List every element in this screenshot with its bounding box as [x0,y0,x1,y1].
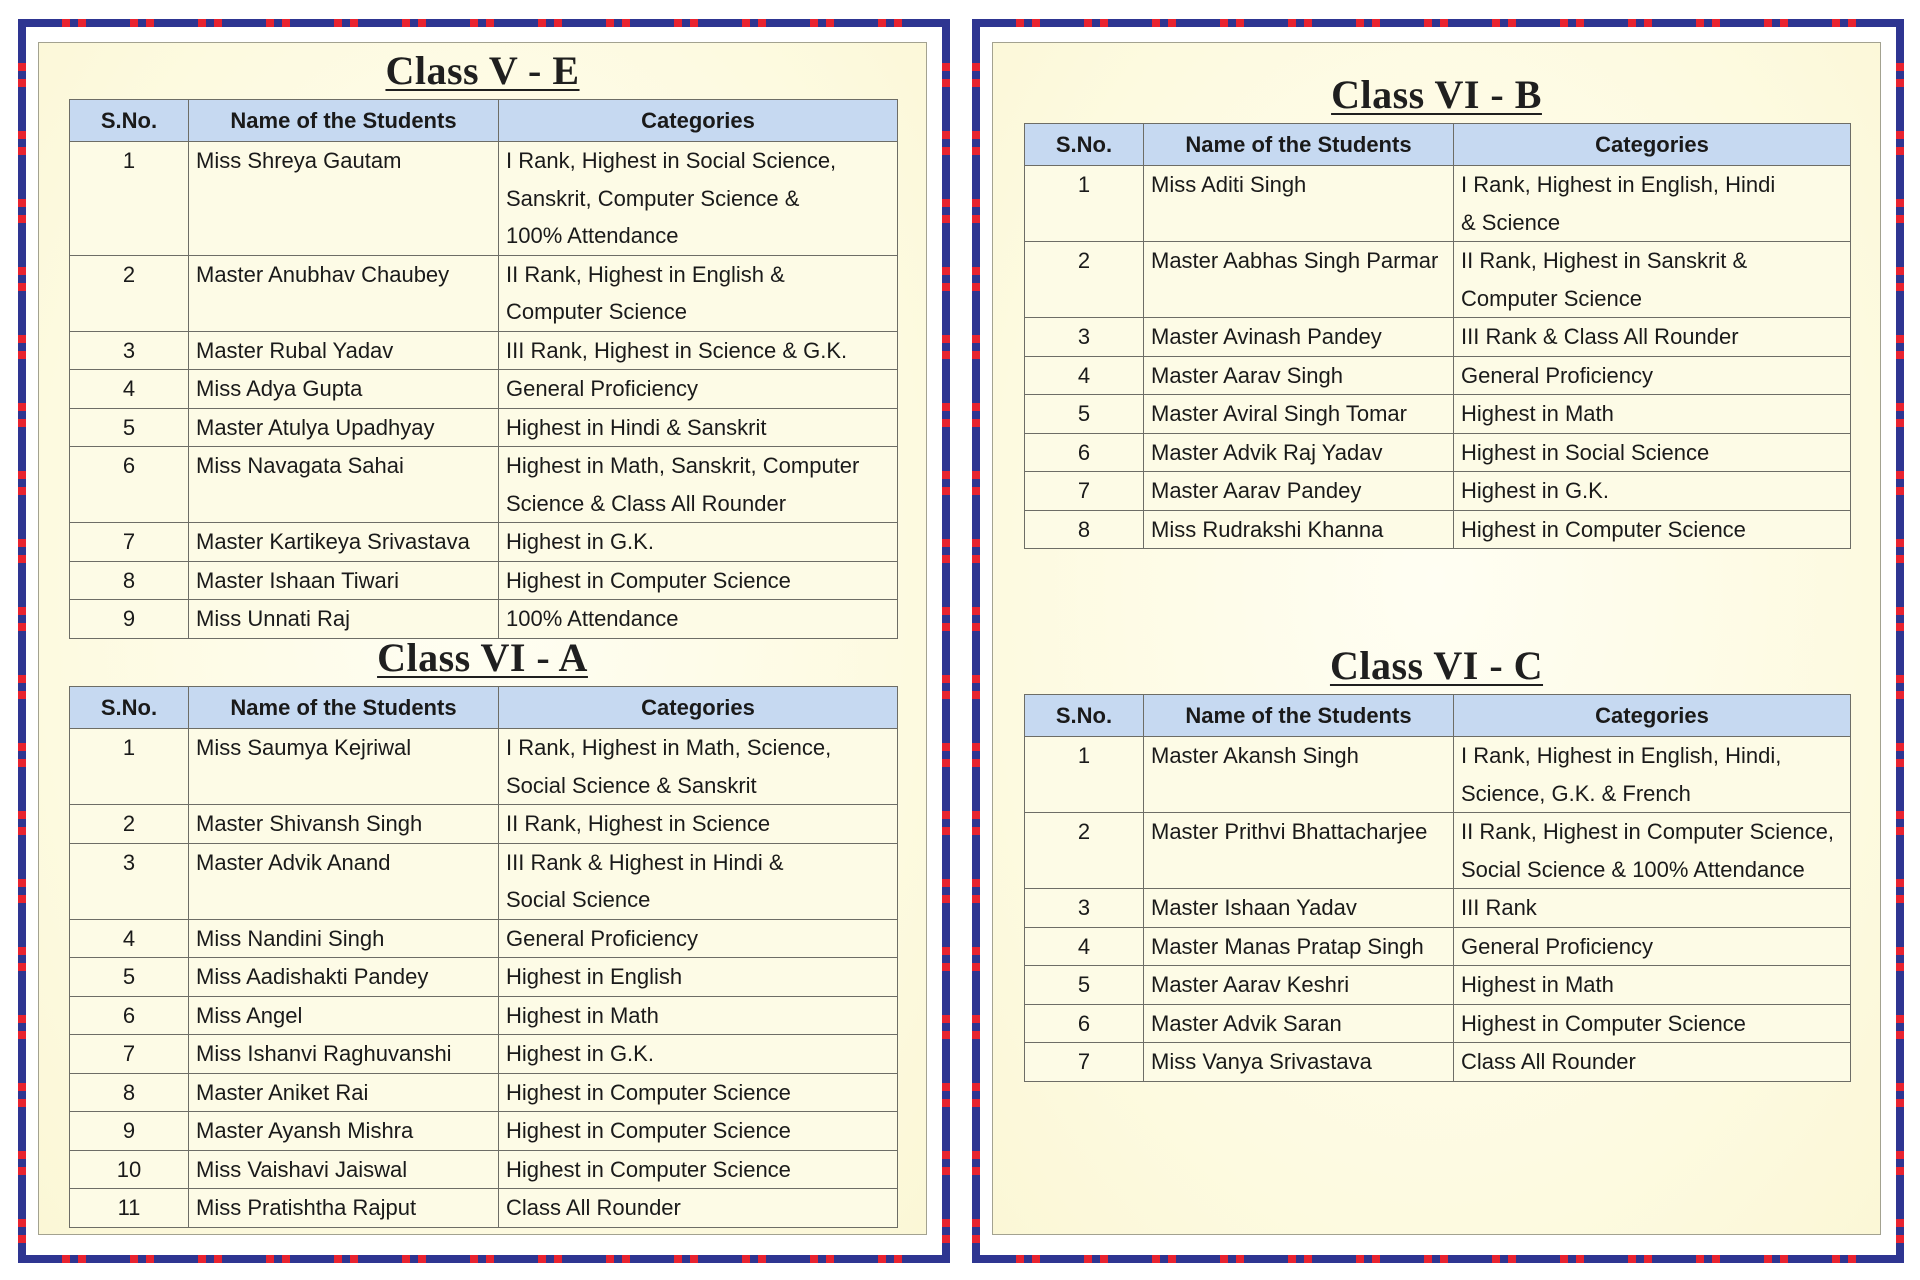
category-line: Computer Science [506,299,687,324]
table-row [1025,395,1851,434]
serial-number-cell: 1 [1025,166,1144,242]
categories-cell [1454,1004,1851,1043]
student-name-cell: Miss Shreya Gautam [189,142,499,256]
table-row [1025,242,1851,318]
categories-cell [1454,966,1851,1005]
table-row [70,600,898,639]
category-line: General Proficiency [1461,933,1653,959]
categories-cell [499,447,898,523]
table-header-row [70,100,898,142]
categories-cell [1454,1043,1851,1082]
border-bottom [972,1255,1904,1263]
serial-number-cell: 10 [70,1150,189,1189]
category-line: Highest in Math [506,1002,659,1028]
border-right [942,19,950,1263]
column-header-categories: Categories [1454,695,1851,737]
categories-cell [499,331,898,370]
border-top [972,19,1904,27]
student-name-cell: Miss Vaishavi Jaiswal [189,1150,499,1189]
serial-number-cell: 6 [70,996,189,1035]
table-row [1025,1004,1851,1043]
student-name-cell: Master Ayansh Mishra [189,1112,499,1151]
table-row [70,142,898,256]
categories-cell [499,958,898,997]
table-row [1025,813,1851,889]
table-header-row [70,687,898,729]
categories-cell [499,1150,898,1189]
serial-number-cell: 2 [1025,813,1144,889]
table-row [70,1035,898,1074]
category-line: Computer Science [1461,285,1642,311]
border-right [1896,19,1904,1263]
column-header-categories: Categories [1454,124,1851,166]
serial-number-cell: 1 [70,729,189,805]
category-line: III Rank, Highest in Science & G.K. [506,337,848,363]
serial-number-cell: 3 [70,843,189,919]
section-title-class-vi-a: Class VI - A [377,635,588,680]
category-line: Science & Class All Rounder [506,490,787,516]
column-header-name: Name of the Students [1144,695,1454,737]
serial-number-cell: 3 [1025,318,1144,357]
serial-number-cell: 4 [1025,356,1144,395]
serial-number-cell: 7 [1025,472,1144,511]
table-row [70,370,898,409]
categories-cell [1454,166,1851,242]
table-row [1025,433,1851,472]
student-name-cell: Master Shivansh Singh [189,805,499,844]
table-row [70,1150,898,1189]
column-header-categories: Categories [499,687,898,729]
category-line: Science, G.K. & French [1461,780,1691,806]
category-line: II Rank, Highest in Sanskrit & [1461,248,1748,273]
categories-cell [1454,433,1851,472]
table-row [1025,510,1851,549]
serial-number-cell: 4 [70,370,189,409]
category-line: Social Science [506,887,651,912]
serial-number-cell: 4 [70,919,189,958]
student-name-cell: Miss Nandini Singh [189,919,499,958]
serial-number-cell: 8 [1025,510,1144,549]
serial-number-cell: 5 [70,408,189,447]
category-line: 100% Attendance [506,223,679,248]
table-row [1025,966,1851,1005]
table-row [70,729,898,805]
student-name-cell: Master Aviral Singh Tomar [1144,395,1454,434]
serial-number-cell: 1 [70,142,189,256]
column-header-categories: Categories [499,100,898,142]
student-name-cell: Master Advik Raj Yadav [1144,433,1454,472]
student-name-cell: Miss Angel [189,996,499,1035]
table-row [70,919,898,958]
student-name-cell: Miss Pratishtha Rajput [189,1189,499,1228]
category-line: Highest in Computer Science [1461,516,1746,542]
table-row [1025,1043,1851,1082]
categories-cell [1454,395,1851,434]
column-header-name: Name of the Students [189,687,499,729]
serial-number-cell: 4 [1025,927,1144,966]
categories-cell [499,1112,898,1151]
border-top [18,19,950,27]
serial-number-cell: 3 [70,331,189,370]
categories-cell [1454,889,1851,928]
student-name-cell: Master Advik Saran [1144,1004,1454,1043]
table-row [1025,889,1851,928]
awards-table-class-v-e [69,99,898,639]
table-row [1025,472,1851,511]
category-line: Highest in G.K. [506,1041,654,1066]
category-line: General Proficiency [506,925,698,951]
category-line: II Rank, Highest in Science [506,811,771,836]
categories-cell [499,1073,898,1112]
category-line: Highest in Social Science [1461,439,1710,465]
categories-cell [1454,813,1851,889]
student-name-cell: Miss Aditi Singh [1144,166,1454,242]
right-page-panel [992,42,1881,1235]
serial-number-cell: 7 [70,523,189,562]
student-name-cell: Miss Aadishakti Pandey [189,958,499,997]
categories-cell [499,523,898,562]
student-name-cell: Master Kartikeya Srivastava [189,523,499,562]
section-title-class-v-e: Class V - E [385,48,580,93]
awards-table-class-vi-c [1024,694,1851,1082]
table-row [70,408,898,447]
student-name-cell: Miss Vanya Srivastava [1144,1043,1454,1082]
table-row [70,447,898,523]
category-line: Social Science & Sanskrit [506,772,757,798]
table-row [1025,166,1851,242]
serial-number-cell: 6 [70,447,189,523]
serial-number-cell: 7 [70,1035,189,1074]
student-name-cell: Master Aabhas Singh Parmar [1144,242,1454,318]
awards-table-class-vi-b [1024,123,1851,549]
category-line: III Rank & Highest in Hindi & [506,849,784,875]
table-row [70,958,898,997]
categories-cell [499,255,898,331]
table-row [70,1112,898,1151]
categories-cell [499,408,898,447]
categories-cell [1454,510,1851,549]
categories-cell [499,805,898,844]
student-name-cell: Master Atulya Upadhyay [189,408,499,447]
table-row [70,523,898,562]
table-header-row [1025,695,1851,737]
table-row [1025,927,1851,966]
border-left [18,19,26,1263]
student-name-cell: Master Ishaan Yadav [1144,889,1454,928]
categories-cell [499,1189,898,1228]
categories-cell [1454,737,1851,813]
table-row [1025,356,1851,395]
category-line: II Rank, Highest in English & [506,261,785,287]
student-name-cell: Master Avinash Pandey [1144,318,1454,357]
category-line: Highest in Computer Science [506,1156,791,1182]
category-line: III Rank [1461,895,1537,920]
table-row [70,996,898,1035]
categories-cell [1454,242,1851,318]
column-header-sno: S.No. [1025,124,1144,166]
student-name-cell: Master Aarav Singh [1144,356,1454,395]
category-line: Highest in Computer Science [506,1079,791,1105]
category-line: I Rank, Highest in English, Hindi [1461,172,1776,197]
table-row [70,561,898,600]
category-line: I Rank, Highest in English, Hindi, [1461,743,1782,768]
category-line: Highest in Math [1461,401,1614,426]
table-row [1025,737,1851,813]
category-line: Class All Rounder [506,1195,681,1220]
serial-number-cell: 1 [1025,737,1144,813]
student-name-cell: Miss Ishanvi Raghuvanshi [189,1035,499,1074]
category-line: General Proficiency [506,376,698,401]
category-line: II Rank, Highest in Computer Science, [1461,819,1834,844]
student-name-cell: Master Advik Anand [189,843,499,919]
table-row [1025,318,1851,357]
categories-cell [499,843,898,919]
categories-cell [499,996,898,1035]
serial-number-cell: 8 [70,561,189,600]
category-line: Highest in English [506,964,683,989]
serial-number-cell: 3 [1025,889,1144,928]
categories-cell [499,142,898,256]
categories-cell [499,561,898,600]
serial-number-cell: 5 [70,958,189,997]
table-row [70,843,898,919]
table-row [70,1073,898,1112]
category-line: Highest in G.K. [506,529,654,554]
student-name-cell: Master Aarav Pandey [1144,472,1454,511]
student-name-cell: Master Akansh Singh [1144,737,1454,813]
serial-number-cell: 6 [1025,433,1144,472]
table-header-row [1025,124,1851,166]
category-line: I Rank, Highest in Math, Science, [506,735,832,760]
serial-number-cell: 8 [70,1073,189,1112]
serial-number-cell: 6 [1025,1004,1144,1043]
left-page-panel [38,42,927,1235]
category-line: Social Science & 100% Attendance [1461,856,1805,882]
category-line: Highest in Hindi & Sanskrit [506,414,767,440]
student-name-cell: Master Aniket Rai [189,1073,499,1112]
serial-number-cell: 2 [70,255,189,331]
serial-number-cell: 9 [70,1112,189,1151]
category-line: I Rank, Highest in Social Science, [506,148,837,173]
section-title-class-vi-c: Class VI - C [1329,643,1544,688]
category-line: Highest in Math, Sanskrit, Computer [506,453,860,478]
serial-number-cell: 2 [1025,242,1144,318]
table-row [70,805,898,844]
column-header-sno: S.No. [70,100,189,142]
categories-cell [499,1035,898,1074]
categories-cell [499,919,898,958]
category-line: Sanskrit, Computer Science & [506,185,800,211]
category-line: General Proficiency [1461,362,1653,388]
student-name-cell: Master Prithvi Bhattacharjee [1144,813,1454,889]
categories-cell [1454,472,1851,511]
categories-cell [499,600,898,639]
serial-number-cell: 5 [1025,395,1144,434]
table-row [70,255,898,331]
student-name-cell: Master Ishaan Tiwari [189,561,499,600]
category-line: 100% Attendance [506,606,679,631]
categories-cell [1454,318,1851,357]
serial-number-cell: 7 [1025,1043,1144,1082]
border-bottom [18,1255,950,1263]
category-line: Highest in Computer Science [1461,1010,1746,1036]
serial-number-cell: 11 [70,1189,189,1228]
categories-cell [1454,927,1851,966]
awards-table-class-vi-a [69,686,898,1228]
border-left [972,19,980,1263]
category-line: Highest in G.K. [1461,478,1609,503]
category-line: Highest in Math [1461,972,1614,997]
category-line: Highest in Computer Science [506,567,791,593]
student-name-cell: Master Aarav Keshri [1144,966,1454,1005]
serial-number-cell: 9 [70,600,189,639]
serial-number-cell: 5 [1025,966,1144,1005]
category-line: & Science [1461,209,1561,235]
table-row [70,331,898,370]
student-name-cell: Miss Adya Gupta [189,370,499,409]
section-title-class-vi-b: Class VI - B [1331,72,1542,117]
table-row [70,1189,898,1228]
column-header-name: Name of the Students [189,100,499,142]
student-name-cell: Miss Unnati Raj [189,600,499,639]
student-name-cell: Master Anubhav Chaubey [189,255,499,331]
categories-cell [499,729,898,805]
column-header-sno: S.No. [70,687,189,729]
column-header-name: Name of the Students [1144,124,1454,166]
student-name-cell: Miss Navagata Sahai [189,447,499,523]
categories-cell [499,370,898,409]
categories-cell [1454,356,1851,395]
category-line: III Rank & Class All Rounder [1461,324,1739,349]
student-name-cell: Miss Rudrakshi Khanna [1144,510,1454,549]
column-header-sno: S.No. [1025,695,1144,737]
student-name-cell: Miss Saumya Kejriwal [189,729,499,805]
category-line: Highest in Computer Science [506,1118,791,1143]
serial-number-cell: 2 [70,805,189,844]
student-name-cell: Master Manas Pratap Singh [1144,927,1454,966]
student-name-cell: Master Rubal Yadav [189,331,499,370]
category-line: Class All Rounder [1461,1049,1636,1074]
